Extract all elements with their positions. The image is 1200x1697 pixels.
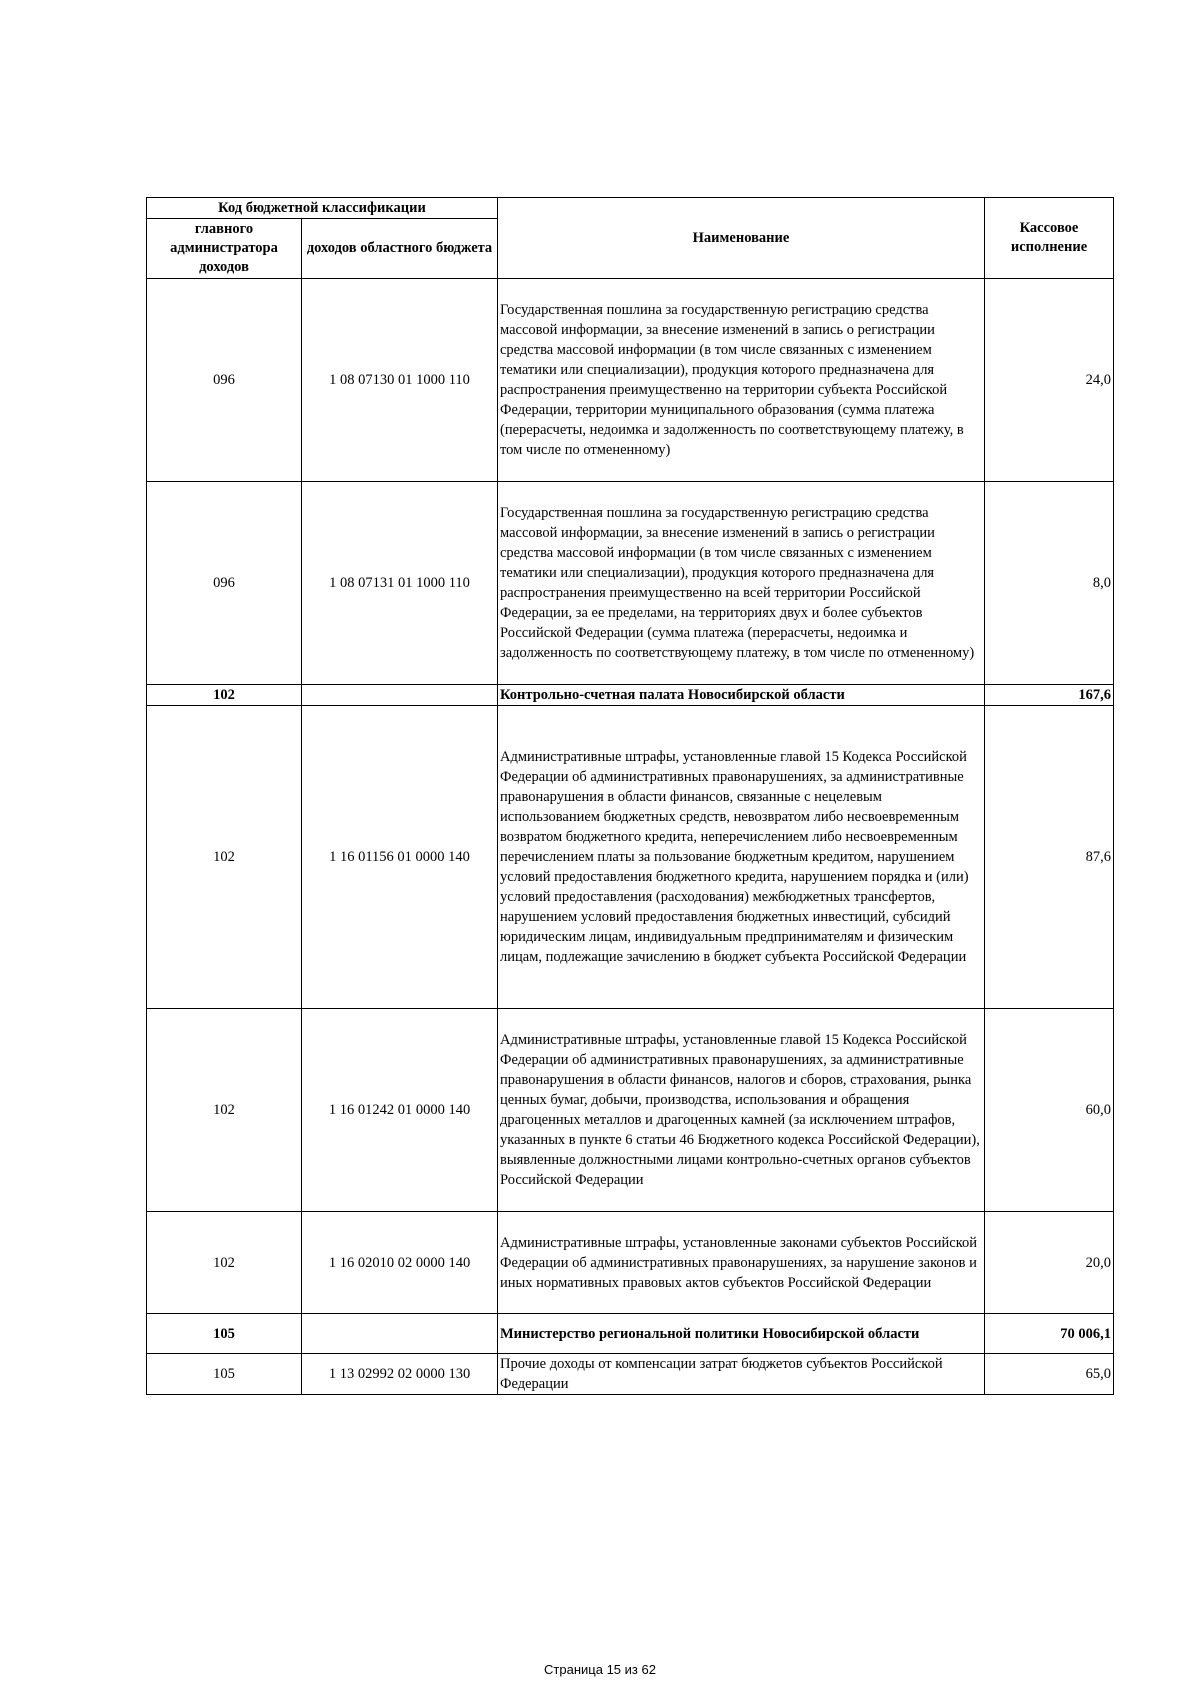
cell-code: 1 16 01156 01 0000 140 [302,706,498,1009]
cell-sum: 20,0 [985,1212,1114,1314]
header-main-administrator: главного администратора доходов [147,219,302,279]
cell-sum: 8,0 [985,482,1114,685]
table-row [147,1212,1114,1314]
cell-sum: 24,0 [985,279,1114,482]
cell-code: 1 13 02992 02 0000 130 [302,1354,498,1395]
cell-code: 1 16 02010 02 0000 140 [302,1212,498,1314]
cell-code [302,1314,498,1354]
header-regional-budget-income: доходов областного бюджета [302,219,498,279]
cell-sum: 60,0 [985,1009,1114,1212]
table-row [147,482,1114,685]
cell-name: Государственная пошлина за государственную регистрацию средства массовой информации, за внесение изменений в запись о регистрации средства массовой информации (в том числе связанных с изменением тематики или специализации), продукция которого предназначена для распространения преимущественно на территории субъекта Российской Федерации, территории муниципального образования (сумма платежа (перерасчеты, недоимка и задолженность по соответствующему платежу, в том числе по отмененному) [498,279,985,482]
cell-sum: 65,0 [985,1354,1114,1395]
cell-admin: 102 [147,1212,302,1314]
cell-admin: 105 [147,1314,302,1354]
cell-name: Прочие доходы от компенсации затрат бюджетов субъектов Российской Федерации [498,1354,985,1395]
cell-code: 1 08 07131 01 1000 110 [302,482,498,685]
cell-admin: 102 [147,1009,302,1212]
cell-name: Контрольно-счетная палата Новосибирской области [498,685,985,706]
cell-admin: 105 [147,1354,302,1395]
table-row [147,706,1114,1009]
cell-sum: 70 006,1 [985,1314,1114,1354]
header-classification-code: Код бюджетной классификации [147,198,498,219]
cell-name: Министерство региональной политики Новосибирской области [498,1314,985,1354]
cell-code [302,685,498,706]
table-row [147,1354,1114,1395]
cell-sum: 87,6 [985,706,1114,1009]
header-name: Наименование [498,198,985,279]
header-row-group [147,198,1114,219]
cell-sum: 167,6 [985,685,1114,706]
cell-admin: 096 [147,482,302,685]
table-row [147,1009,1114,1212]
cell-admin: 102 [147,706,302,1009]
cell-name: Административные штрафы, установленные главой 15 Кодекса Российской Федерации об административных правонарушениях, за административные правонарушения в области финансов, налогов и сборов, страхования, рынка ценных бумаг, добычи, производства, использования и обращения драгоценных металлов и драгоценных камней (за исключением штрафов, указанных в пункте 6 статьи 46 Бюджетного кодекса Российской Федерации), выявленные должностными лицами контрольно-счетных органов субъектов Российской Федерации [498,1009,985,1212]
cell-code: 1 16 01242 01 0000 140 [302,1009,498,1212]
table-row-group-total [147,685,1114,706]
cell-name: Государственная пошлина за государственную регистрацию средства массовой информации, за внесение изменений в запись о регистрации средства массовой информации (в том числе связанных с изменением тематики или специализации), продукция которого предназначена для распространения преимущественно на всей территории Российской Федерации, за ее пределами, на территориях двух и более субъектов Российской Федерации (сумма платежа (перерасчеты, недоимка и задолженность по соответствующему платежу, в том числе по отмененному) [498,482,985,685]
page-number: Страница 15 из 62 [544,1662,656,1677]
cell-admin: 096 [147,279,302,482]
table-row [147,279,1114,482]
header-cash-execution: Кассовое исполнение [985,198,1114,279]
table-row-group-total [147,1314,1114,1354]
budget-table [146,197,1114,1395]
cell-admin: 102 [147,685,302,706]
cell-name: Административные штрафы, установленные главой 15 Кодекса Российской Федерации об административных правонарушениях, за административные правонарушения в области финансов, связанные с нецелевым использованием бюджетных средств, невозвратом либо несвоевременным возвратом бюджетного кредита, неперечислением либо несвоевременным перечислением платы за пользование бюджетным кредитом, нарушением условий предоставления бюджетного кредита, нарушением порядка и (или) условий предоставления (расходования) межбюджетных трансфертов, нарушением условий предоставления бюджетных инвестиций, субсидий юридическим лицам, индивидуальным предпринимателям и физическим лицам, подлежащие зачислению в бюджет субъекта Российской Федерации [498,706,985,1009]
cell-code: 1 08 07130 01 1000 110 [302,279,498,482]
cell-name: Административные штрафы, установленные законами субъектов Российской Федерации об административных правонарушениях, за нарушение законов и иных нормативных правовых актов субъектов Российской Федерации [498,1212,985,1314]
